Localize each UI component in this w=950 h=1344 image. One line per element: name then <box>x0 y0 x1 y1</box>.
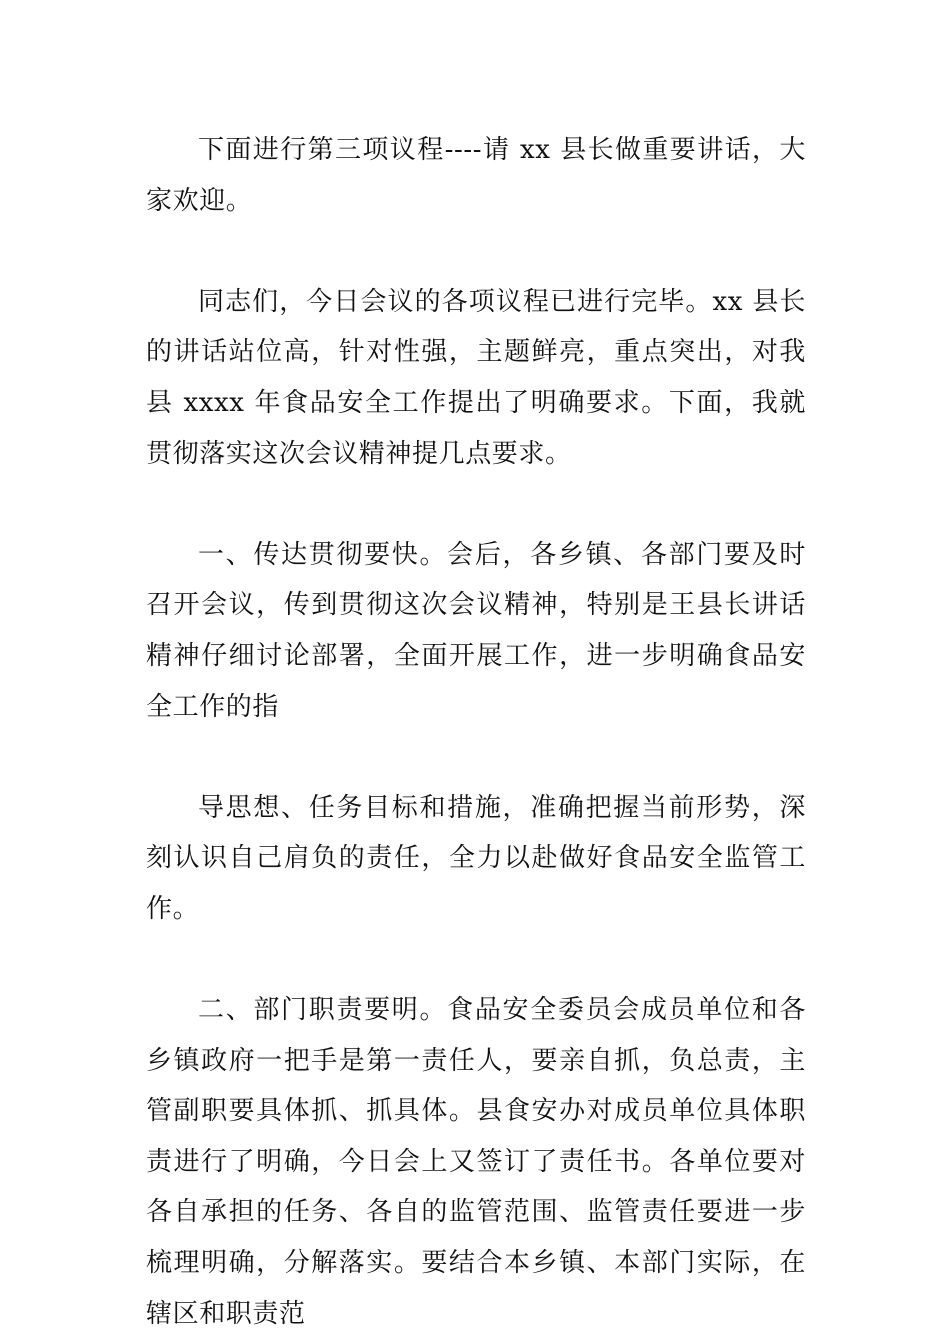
paragraph-spacer <box>146 935 806 986</box>
document-body <box>146 125 806 1339</box>
paragraph-point-one-continued: 导思想、任务目标和措施，准确把握当前形势，深刻认识自己肩负的责任，全力以赴做好食品安全监管工作。 <box>146 792 806 924</box>
paragraph-spacer <box>146 226 806 277</box>
paragraph-spacer <box>146 732 806 783</box>
paragraph-closing-remarks: 同志们，今日会议的各项议程已进行完毕。xx 县长的讲话站位高，针对性强，主题鲜亮，重点突出，对我县 xxxx 年食品安全工作提出了明确要求。下面，我就贯彻落实这次会议精神提几点要求。 <box>146 286 806 469</box>
paragraph-agenda-item-three: 下面进行第三项议程----请 xx 县长做重要讲话，大家欢迎。 <box>146 135 806 216</box>
paragraph-point-one: 一、传达贯彻要快。会后，各乡镇、各部门要及时召开会议，传到贯彻这次会议精神，特别是王县长讲话精神仔细讨论部署，全面开展工作，进一步明确食品安全工作的指 <box>146 539 806 722</box>
paragraph-spacer <box>146 479 806 530</box>
paragraph-point-two: 二、部门职责要明。食品安全委员会成员单位和各乡镇政府一把手是第一责任人，要亲自抓，负总责，主管副职要具体抓、抓具体。县食安办对成员单位具体职责进行了明确，今日会上又签订了责任书。各单位要对各自承担的任务、各自的监管范围、监管责任要进一步梳理明确，分解落实。要结合本乡镇、本部门实际，在辖区和职责范 <box>146 995 806 1329</box>
